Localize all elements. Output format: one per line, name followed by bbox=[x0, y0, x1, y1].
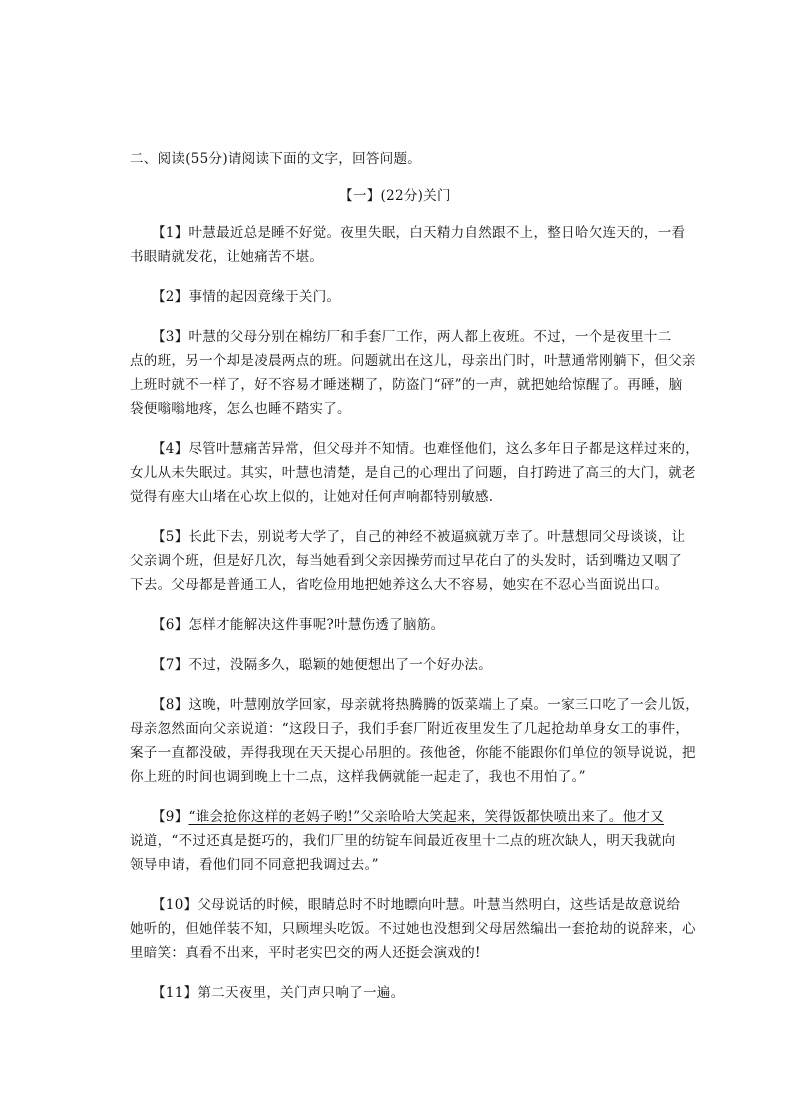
paragraph-8-line-1: 【8】这晚，叶慧刚放学回家，母亲就将热腾腾的饭菜端上了桌。一家三口吃了一会儿饭， bbox=[152, 697, 700, 713]
paragraph-9-line-3: 领导申请，看他们同不同意把我调过去。” bbox=[130, 857, 379, 873]
paragraph-2-line-1: 【2】事情的起因竟缘于关门。 bbox=[152, 289, 341, 305]
paragraph-10-line-2: 她听的，但她佯装不知，只顾埋头吃饭。不过她也没想到父母居然编出一套抢劫的说辞来，心 bbox=[130, 921, 696, 937]
paragraph-4-line-2: 女儿从未失眠过。其实，叶慧也清楚，是自己的心理出了问题，自打跨进了高三的大门，就老 bbox=[130, 465, 696, 481]
paragraph-10-line-1: 【10】父母说话的时候，眼睛总时不时地瞟向叶慧。叶慧当然明白，这些话是故意说给 bbox=[152, 897, 681, 913]
paragraph-3-line-1: 【3】叶慧的父母分别在棉纺厂和手套厂工作，两人都上夜班。不过，一个是夜里十二 bbox=[152, 329, 672, 345]
paragraph-9-marker: 【9】 bbox=[152, 809, 189, 825]
paragraph-1-line-1: 【1】叶慧最近总是睡不好觉。夜里失眠，白天精力自然跟不上，整日哈欠连天的，一看 bbox=[152, 225, 686, 241]
paragraph-8-line-2: 母亲忽然面向父亲说道：“这段日子，我们手套厂附近夜里发生了几起抢劫单身女工的事件， bbox=[130, 721, 690, 737]
paragraph-5-line-3: 下去。父母都是普通工人，省吃俭用地把她养这么大不容易，她实在不忍心当面说出口。 bbox=[130, 577, 669, 593]
paragraph-10-line-3: 里暗笑：真看不出来，平时老实巴交的两人还挺会演戏的! bbox=[130, 945, 481, 961]
paragraph-6-line-1: 【6】怎样才能解决这件事呢?叶慧伤透了脑筋。 bbox=[152, 617, 445, 633]
underlined-sentence: “谁会抢你这样的老妈子哟!”父亲哈哈大笑起来，笑得饭都快喷出来了。他才又 bbox=[188, 809, 665, 825]
passage-title: 【一】(22分)关门 bbox=[339, 188, 451, 204]
paragraph-8-line-3: 案子一直都没破，弄得我现在天天提心吊胆的。孩他爸，你能不能跟你们单位的领导说说，把 bbox=[130, 745, 696, 761]
paragraph-4-line-1: 【4】尽管叶慧痛苦异常，但父母并不知情。也难怪他们，这么多年日子都是这样过来的， bbox=[152, 441, 700, 457]
paragraph-3-line-4: 袋便嗡嗡地疼，怎么也睡不踏实了。 bbox=[130, 401, 351, 417]
paragraph-7-line-1: 【7】不过，没隔多久，聪颖的她便想出了一个好办法。 bbox=[152, 657, 493, 673]
paragraph-8-line-4: 你上班的时间也调到晚上十二点，这样我俩就能一起走了，我也不用怕了。” bbox=[130, 769, 586, 785]
paragraph-3-line-2: 点的班，另一个却是凌晨两点的班。问题就出在这儿，母亲出门时，叶慧通常刚躺下，但父亲 bbox=[130, 353, 696, 369]
paragraph-5-line-2: 父亲调个班，但是好几次，每当她看到父亲因操劳而过早花白了的头发时，话到嘴边又咽了 bbox=[130, 553, 682, 569]
paragraph-5-line-1: 【5】长此下去，别说考大学了，自己的神经不被逼疯就万幸了。叶慧想同父母谈谈，让 bbox=[152, 529, 686, 545]
paragraph-9-line-1 bbox=[152, 805, 790, 825]
section-heading: 二、阅读(55分)请阅读下面的文字，回答问题。 bbox=[130, 151, 422, 167]
paragraph-9-line-2: 说道，“不过还真是挺巧的，我们厂里的纺锭车间最近夜里十二点的班次缺人，明天我就向 bbox=[130, 833, 676, 849]
paragraph-4-line-3: 觉得有座大山堵在心坎上似的，让她对任何声响都特别敏感. bbox=[130, 489, 494, 505]
paragraph-3-line-3: 上班时就不一样了，好不容易才睡迷糊了，防盗门“砰”的一声，就把她给惊醒了。再睡，脑 bbox=[130, 377, 683, 393]
paragraph-1-line-2: 书眼睛就发花，让她痛苦不堪。 bbox=[130, 249, 324, 265]
paragraph-11-line-1: 【11】第二天夜里，关门声只响了一遍。 bbox=[152, 985, 405, 1001]
